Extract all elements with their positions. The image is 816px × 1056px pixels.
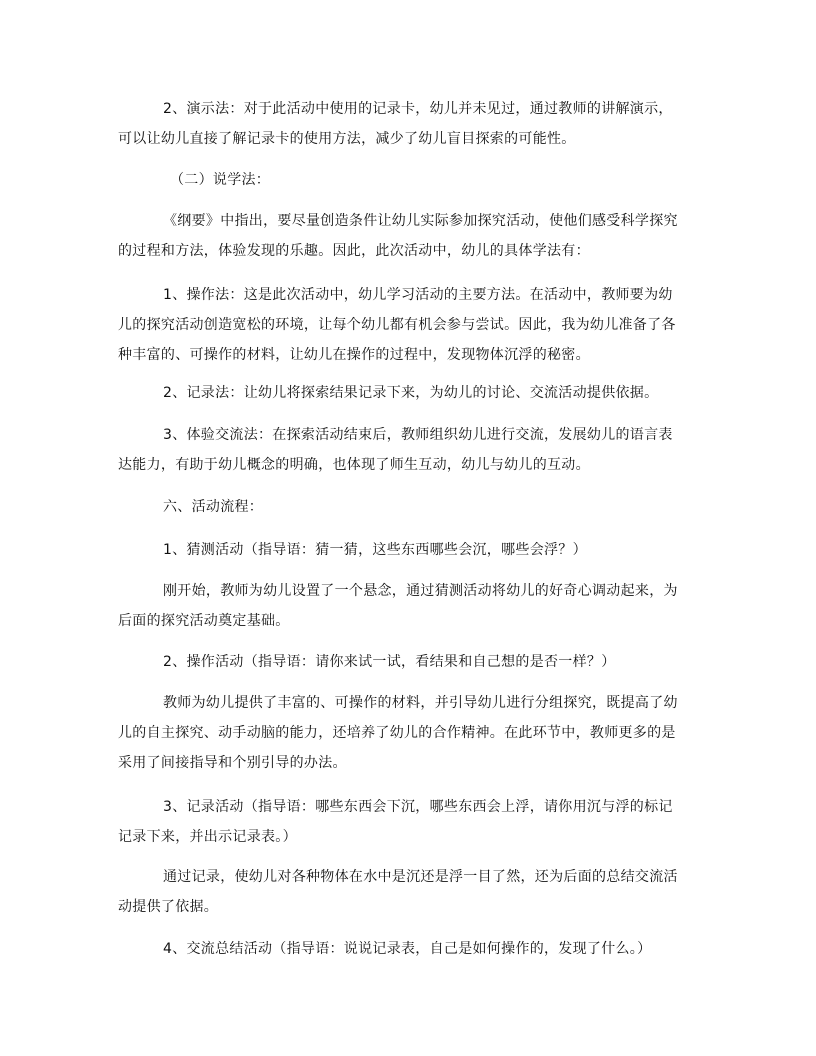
text-line: 3、记录活动（指导语：哪些东西会下沉，哪些东西会上浮，请你用沉与浮的标记 <box>163 799 673 815</box>
text-line: 记录下来，并出示记录表。） <box>118 829 297 845</box>
text-line: 可以让幼儿直接了解记录卡的使用方法，减少了幼儿盲目探索的可能性。 <box>118 131 576 147</box>
heading-text: 六、活动流程： <box>163 499 264 515</box>
text-line: 刚开始，教师为幼儿设置了一个悬念，通过猜测活动将幼儿的好奇心调动起来，为 <box>163 583 678 599</box>
paragraph-experience-exchange-method <box>118 420 698 480</box>
paragraph-operation-method <box>118 280 698 370</box>
paragraph-record-description <box>118 862 698 922</box>
text-line: 达能力，有助于幼儿概念的明确，也体现了师生互动，幼儿与幼儿的互动。 <box>118 457 590 473</box>
heading-text: （二）说学法： <box>170 172 271 188</box>
text-line: 儿的探究活动创造宽松的环境，让每个幼儿都有机会参与尝试。因此，我为幼儿准备了各 <box>118 317 676 333</box>
text-line: 2、演示法：对于此活动中使用的记录卡，幼儿并未见过，通过教师的讲解演示， <box>163 101 673 117</box>
text-line: 后面的探究活动奠定基础。 <box>118 613 290 629</box>
paragraph-summary-activity <box>118 934 698 964</box>
text-line: 2、操作活动（指导语：请你来试一试，看结果和自己想的是否一样？） <box>163 654 616 670</box>
text-line: 4、交流总结活动（指导语：说说记录表，自己是如何操作的，发现了什么。） <box>163 941 652 957</box>
paragraph-guessing-activity <box>118 535 698 565</box>
text-line: 儿的自主探究、动手动脑的能力，还培养了幼儿的合作精神。在此环节中，教师更多的是 <box>118 725 676 741</box>
text-line: 通过记录，使幼儿对各种物体在水中是沉还是浮一目了然，还为后面的总结交流活 <box>163 869 678 885</box>
section-heading-activity-flow <box>118 492 698 522</box>
paragraph-record-activity <box>118 792 698 852</box>
paragraph-operation-activity <box>118 647 698 677</box>
text-line: 教师为幼儿提供了丰富的、可操作的材料，并引导幼儿进行分组探究，既提高了幼 <box>163 695 678 711</box>
paragraph-outline-intro <box>118 206 698 266</box>
text-line: 1、操作法：这是此次活动中，幼儿学习活动的主要方法。在活动中，教师要为幼 <box>163 287 673 303</box>
text-line: 《纲要》中指出，要尽量创造条件让幼儿实际参加探究活动，使他们感受科学探究 <box>163 213 678 229</box>
text-line: 的过程和方法，体验发现的乐趣。因此，此次活动中，幼儿的具体学法有： <box>118 243 590 259</box>
paragraph-record-method <box>118 378 698 408</box>
text-line: 种丰富的、可操作的材料，让幼儿在操作的过程中，发现物体沉浮的秘密。 <box>118 347 590 363</box>
paragraph-demo-method <box>118 94 698 154</box>
text-line: 采用了间接指导和个别引导的办法。 <box>118 755 347 771</box>
text-line: 2、记录法：让幼儿将探索结果记录下来，为幼儿的讨论、交流活动提供依据。 <box>163 385 659 401</box>
text-line: 1、猜测活动（指导语：猜一猜，这些东西哪些会沉，哪些会浮？） <box>163 542 587 558</box>
paragraph-operation-description <box>118 688 698 778</box>
paragraph-guessing-description <box>118 576 698 636</box>
text-line: 3、体验交流法：在探索活动结束后，教师组织幼儿进行交流，发展幼儿的语言表 <box>163 427 673 443</box>
section-heading-learning-method <box>118 165 698 195</box>
text-line: 动提供了依据。 <box>118 899 219 915</box>
